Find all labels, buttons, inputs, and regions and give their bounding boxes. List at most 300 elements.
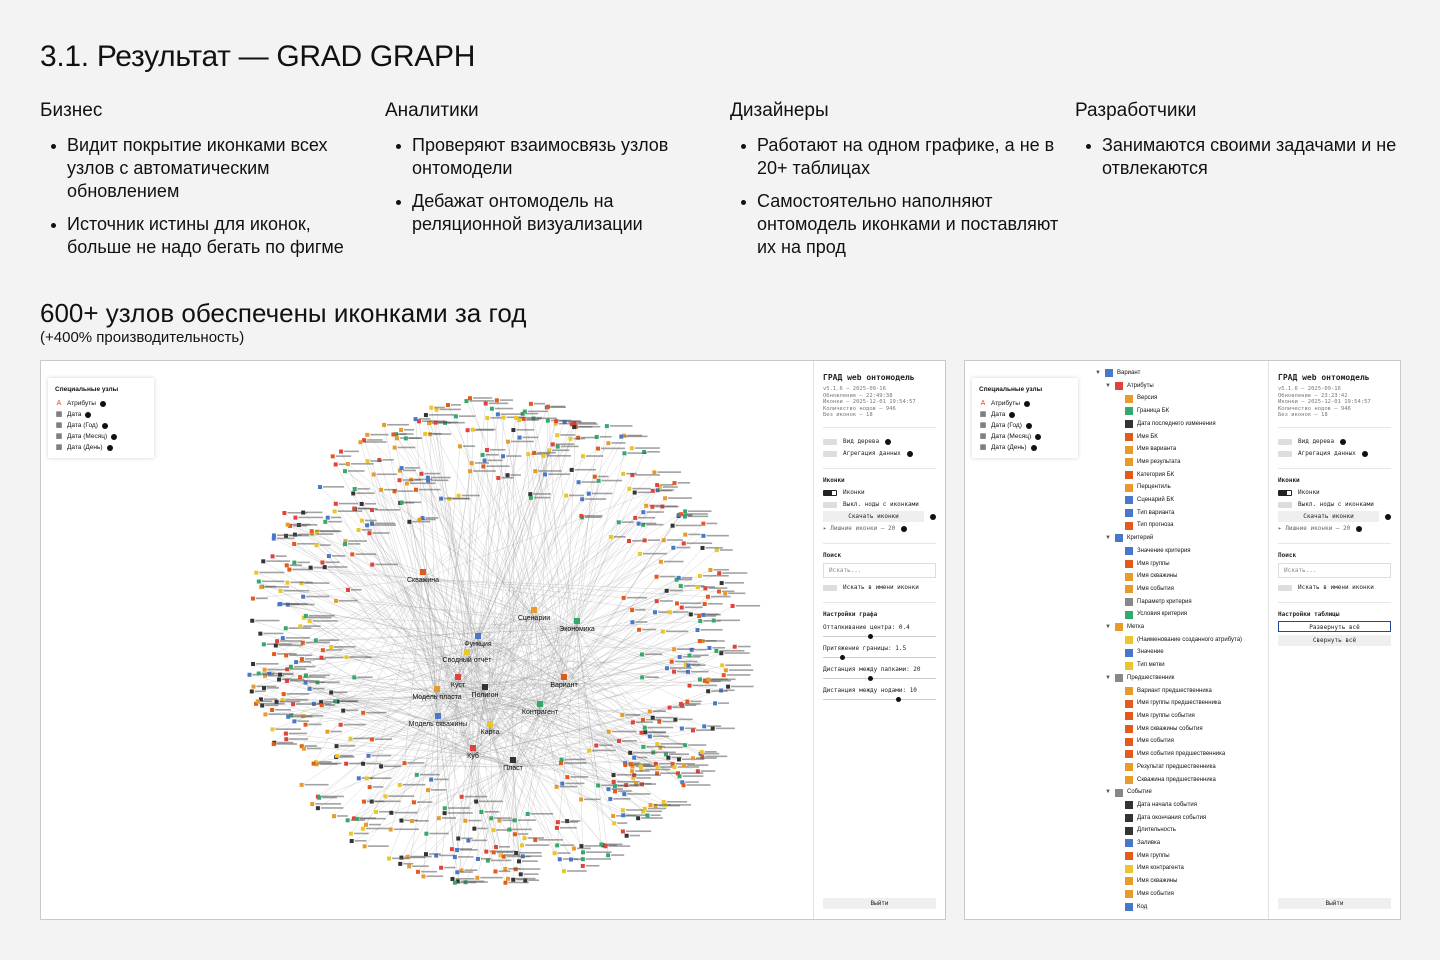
graph-node[interactable] [691, 728, 695, 732]
graph-node[interactable] [641, 745, 645, 749]
help-icon[interactable] [1385, 514, 1391, 520]
graph-node[interactable] [649, 803, 653, 807]
graph-node[interactable] [643, 538, 647, 542]
graph-node[interactable] [466, 428, 470, 432]
graph-node[interactable] [656, 765, 660, 769]
graph-node[interactable] [278, 673, 282, 677]
graph-node[interactable] [415, 773, 419, 777]
graph-node[interactable] [352, 507, 356, 511]
graph-node[interactable] [689, 612, 693, 616]
tree-item[interactable] [1095, 786, 1242, 799]
graph-node[interactable] [399, 428, 403, 432]
hub-node[interactable] [561, 674, 567, 680]
hub-node[interactable] [464, 649, 470, 655]
graph-node[interactable] [617, 739, 621, 743]
graph-node[interactable] [334, 462, 338, 466]
graph-node[interactable] [606, 441, 610, 445]
tree-item[interactable] [1095, 570, 1242, 583]
graph-node[interactable] [470, 461, 474, 465]
graph-node[interactable] [562, 869, 566, 873]
graph-node[interactable] [514, 851, 518, 855]
search-icon-name-toggle[interactable] [823, 585, 837, 591]
graph-node[interactable] [698, 677, 702, 681]
graph-node[interactable] [387, 857, 391, 861]
graph-node[interactable] [641, 510, 645, 514]
graph-node[interactable] [706, 595, 710, 599]
hub-node[interactable] [510, 757, 516, 763]
graph-node[interactable] [625, 834, 629, 838]
graph-node[interactable] [513, 832, 517, 836]
graph-node[interactable] [707, 646, 711, 650]
help-icon[interactable] [100, 401, 106, 407]
graph-node[interactable] [565, 775, 569, 779]
graph-node[interactable] [572, 425, 576, 429]
graph-node[interactable] [426, 479, 430, 483]
graph-node[interactable] [650, 505, 654, 509]
graph-node[interactable] [596, 447, 600, 451]
graph-node[interactable] [640, 675, 644, 679]
graph-node[interactable] [277, 678, 281, 682]
graph-node[interactable] [579, 844, 583, 848]
help-icon[interactable] [1340, 439, 1346, 445]
graph-node[interactable] [304, 723, 308, 727]
graph-node[interactable] [698, 574, 702, 578]
graph-node[interactable] [458, 444, 462, 448]
graph-node[interactable] [555, 826, 559, 830]
help-icon[interactable] [907, 451, 913, 457]
graph-node[interactable] [506, 473, 510, 477]
help-icon[interactable] [1026, 423, 1032, 429]
graph-node[interactable] [321, 648, 325, 652]
graph-node[interactable] [278, 589, 282, 593]
graph-node[interactable] [466, 839, 470, 843]
graph-node[interactable] [702, 724, 706, 728]
graph-node[interactable] [609, 535, 613, 539]
graph-node[interactable] [263, 668, 267, 672]
graph-node[interactable] [414, 488, 418, 492]
slider-handle[interactable] [840, 655, 845, 660]
graph-node[interactable] [368, 531, 372, 535]
graph-node[interactable] [506, 440, 510, 444]
graph-node[interactable] [361, 827, 365, 831]
graph-node[interactable] [475, 876, 479, 880]
graph-node[interactable] [416, 870, 420, 874]
graph-node[interactable] [687, 663, 691, 667]
graph-node[interactable] [630, 769, 634, 773]
graph-node[interactable] [620, 713, 624, 717]
graph-node[interactable] [412, 800, 416, 804]
graph-node[interactable] [281, 636, 285, 640]
graph-node[interactable] [596, 783, 600, 787]
graph-node[interactable] [327, 554, 331, 558]
graph-node[interactable] [341, 709, 345, 713]
graph-node[interactable] [286, 715, 290, 719]
help-icon[interactable] [1362, 451, 1368, 457]
graph-node[interactable] [698, 619, 702, 623]
graph-node[interactable] [604, 844, 608, 848]
graph-node[interactable] [361, 711, 365, 715]
tree-item[interactable] [1095, 646, 1242, 659]
graph-node[interactable] [522, 836, 526, 840]
tree-item[interactable] [1095, 710, 1242, 723]
graph-node[interactable] [668, 706, 672, 710]
graph-node[interactable] [593, 475, 597, 479]
graph-node[interactable] [503, 867, 507, 871]
tree-item[interactable] [1095, 532, 1242, 545]
graph-node[interactable] [683, 743, 687, 747]
graph-node[interactable] [621, 472, 625, 476]
graph-node[interactable] [343, 542, 347, 546]
graph-node[interactable] [443, 811, 447, 815]
graph-node[interactable] [668, 610, 672, 614]
tree-item[interactable] [1095, 735, 1242, 748]
graph-node[interactable] [316, 806, 320, 810]
toggle-switch[interactable] [1278, 490, 1292, 496]
graph-node[interactable] [479, 810, 483, 814]
tree-item[interactable] [1095, 697, 1242, 710]
graph-node[interactable] [351, 491, 355, 495]
graph-node[interactable] [270, 708, 274, 712]
graph-node[interactable] [272, 652, 276, 656]
graph-node[interactable] [398, 862, 402, 866]
graph-node[interactable] [332, 814, 336, 818]
graph-node[interactable] [679, 702, 683, 706]
graph-node[interactable] [271, 554, 275, 558]
graph-node[interactable] [648, 734, 652, 738]
graph-node[interactable] [370, 737, 374, 741]
graph-node[interactable] [254, 571, 258, 575]
graph-node[interactable] [349, 832, 353, 836]
graph-node[interactable] [472, 827, 476, 831]
graph-node[interactable] [637, 522, 641, 526]
graph-node[interactable] [357, 528, 361, 532]
graph-node[interactable] [455, 848, 459, 852]
graph-node[interactable] [696, 628, 700, 632]
graph-node[interactable] [605, 424, 609, 428]
graph-node[interactable] [429, 406, 433, 410]
graph-node[interactable] [518, 436, 522, 440]
toggle-switch[interactable] [1278, 502, 1292, 508]
graph-node[interactable] [468, 469, 472, 473]
graph-node[interactable] [653, 610, 657, 614]
tree-item[interactable] [1095, 685, 1242, 698]
graph-node[interactable] [421, 874, 425, 878]
graph-node[interactable] [391, 432, 395, 436]
graph-node[interactable] [628, 751, 632, 755]
graph-node[interactable] [289, 665, 293, 669]
tree-item[interactable] [1095, 723, 1242, 736]
graph-node[interactable] [671, 546, 675, 550]
graph-node[interactable] [484, 402, 488, 406]
graph-node[interactable] [611, 814, 615, 818]
graph-node[interactable] [329, 691, 333, 695]
graph-node[interactable] [424, 832, 428, 836]
graph-node[interactable] [331, 454, 335, 458]
tree-item[interactable] [1095, 837, 1242, 850]
graph-node[interactable] [302, 747, 306, 751]
help-icon[interactable] [1356, 526, 1362, 532]
hub-node[interactable] [455, 674, 461, 680]
graph-node[interactable] [529, 402, 533, 406]
help-icon[interactable] [85, 412, 91, 418]
graph-node[interactable] [344, 655, 348, 659]
graph-node[interactable] [560, 782, 564, 786]
graph-node[interactable] [494, 845, 498, 849]
graph-node[interactable] [424, 413, 428, 417]
graph-node[interactable] [301, 511, 305, 515]
tree-item[interactable] [1095, 583, 1242, 596]
toggle-switch[interactable] [823, 502, 837, 508]
graph-node[interactable] [672, 481, 676, 485]
graph-node[interactable] [533, 469, 537, 473]
tree-item[interactable] [1095, 634, 1242, 647]
graph-node[interactable] [698, 639, 702, 643]
graph-node[interactable] [679, 584, 683, 588]
graph-node[interactable] [631, 720, 635, 724]
graph-node[interactable] [304, 614, 308, 618]
graph-node[interactable] [652, 470, 656, 474]
graph-node[interactable] [581, 857, 585, 861]
graph-node[interactable] [446, 403, 450, 407]
download-icons-button[interactable]: Скачать иконки [1278, 511, 1379, 522]
graph-node[interactable] [612, 821, 616, 825]
graph-node[interactable] [662, 538, 666, 542]
graph-node[interactable] [517, 859, 521, 863]
graph-node[interactable] [528, 492, 532, 496]
graph-node[interactable] [335, 744, 339, 748]
hub-node[interactable] [435, 713, 441, 719]
help-icon[interactable] [1009, 412, 1015, 418]
graph-node[interactable] [256, 699, 260, 703]
tree-item[interactable] [1095, 608, 1242, 621]
graph-node[interactable] [468, 396, 472, 400]
graph-node[interactable] [688, 684, 692, 688]
graph-node[interactable] [663, 496, 667, 500]
graph-node[interactable] [594, 743, 598, 747]
graph-node[interactable] [519, 872, 523, 876]
help-icon[interactable] [1031, 445, 1037, 451]
search-input[interactable]: Искать... [823, 563, 936, 578]
graph-node[interactable] [680, 606, 684, 610]
graph-node[interactable] [360, 502, 364, 506]
graph-node[interactable] [523, 410, 527, 414]
graph-node[interactable] [284, 737, 288, 741]
graph-node[interactable] [551, 442, 555, 446]
tree-item[interactable] [1095, 545, 1242, 558]
graph-node[interactable] [606, 853, 610, 857]
graph-node[interactable] [701, 522, 705, 526]
help-icon[interactable] [1024, 401, 1030, 407]
graph-node[interactable] [529, 496, 533, 500]
graph-node[interactable] [443, 806, 447, 810]
collapse-all-button[interactable]: Свернуть всё [1278, 635, 1391, 646]
slider-handle[interactable] [868, 634, 873, 639]
graph-node[interactable] [637, 628, 641, 632]
tree-item[interactable] [1095, 558, 1242, 571]
graph-node[interactable] [679, 512, 683, 516]
graph-node[interactable] [292, 561, 296, 565]
graph-node[interactable] [599, 842, 603, 846]
graph-node[interactable] [556, 820, 560, 824]
graph-node[interactable] [346, 462, 350, 466]
help-icon[interactable] [107, 445, 113, 451]
graph-node[interactable] [641, 718, 645, 722]
graph-node[interactable] [622, 596, 626, 600]
graph-node[interactable] [301, 595, 305, 599]
graph-node[interactable] [655, 599, 659, 603]
graph-node[interactable] [623, 763, 627, 767]
graph-node[interactable] [629, 762, 633, 766]
tree-item[interactable] [1095, 380, 1242, 393]
caret-down-icon[interactable]: ▼ [1105, 674, 1111, 681]
hub-node[interactable] [537, 701, 543, 707]
extra-icons-toggle[interactable]: ▸ Лишние иконки — 20 [1278, 525, 1351, 532]
graph-node[interactable] [613, 789, 617, 793]
graph-node[interactable] [456, 837, 460, 841]
graph-node[interactable] [682, 783, 686, 787]
graph-node[interactable] [257, 672, 261, 676]
graph-node[interactable] [617, 520, 621, 524]
tree-item[interactable] [1095, 888, 1242, 901]
graph-node[interactable] [284, 653, 288, 657]
graph-node[interactable] [726, 685, 730, 689]
graph-node[interactable] [731, 604, 735, 608]
graph-node[interactable] [733, 645, 737, 649]
graph-node[interactable] [682, 763, 686, 767]
graph-node[interactable] [329, 645, 333, 649]
slider-track[interactable] [823, 657, 936, 658]
tree-item[interactable] [1095, 481, 1242, 494]
graph-node[interactable] [587, 492, 591, 496]
graph-node[interactable] [526, 812, 530, 816]
graph-node[interactable] [581, 864, 585, 868]
graph-node[interactable] [308, 619, 312, 623]
help-icon[interactable] [930, 514, 936, 520]
tree-item[interactable] [1095, 519, 1242, 532]
graph-node[interactable] [352, 675, 356, 679]
hub-node[interactable] [531, 607, 537, 613]
graph-node[interactable] [541, 454, 545, 458]
graph-node[interactable] [414, 417, 418, 421]
caret-down-icon[interactable]: ▼ [1105, 624, 1111, 631]
graph-node[interactable] [572, 847, 576, 851]
graph-node[interactable] [714, 649, 718, 653]
graph-node[interactable] [677, 576, 681, 580]
graph-node[interactable] [639, 764, 643, 768]
graph-node[interactable] [437, 816, 441, 820]
graph-node[interactable] [335, 754, 339, 758]
slider-track[interactable] [823, 636, 936, 637]
graph-node[interactable] [640, 652, 644, 656]
graph-node[interactable] [648, 709, 652, 713]
graph-node[interactable] [682, 541, 686, 545]
graph-node[interactable] [638, 552, 642, 556]
graph-node[interactable] [270, 727, 274, 731]
graph-node[interactable] [366, 754, 370, 758]
graph-node[interactable] [495, 398, 499, 402]
graph-node[interactable] [654, 762, 658, 766]
graph-node[interactable] [621, 829, 625, 833]
graph-node[interactable] [720, 663, 724, 667]
graph-node[interactable] [363, 844, 367, 848]
graph-node[interactable] [577, 480, 581, 484]
toggle-switch[interactable] [823, 490, 837, 496]
graph-node[interactable] [366, 459, 370, 463]
tree-item[interactable] [1095, 507, 1242, 520]
graph-node[interactable] [627, 487, 631, 491]
graph-node[interactable] [350, 839, 354, 843]
graph-node[interactable] [655, 483, 659, 487]
hub-node[interactable] [475, 633, 481, 639]
graph-node[interactable] [670, 660, 674, 664]
tree-item[interactable] [1095, 443, 1242, 456]
caret-down-icon[interactable]: ▼ [1105, 535, 1111, 542]
graph-node[interactable] [520, 843, 524, 847]
graph-node[interactable] [712, 619, 716, 623]
graph-node[interactable] [310, 529, 314, 533]
graph-node[interactable] [326, 516, 330, 520]
graph-node[interactable] [543, 472, 547, 476]
graph-node[interactable] [402, 761, 406, 765]
graph-node[interactable] [355, 817, 359, 821]
caret-down-icon[interactable]: ▼ [1095, 370, 1101, 376]
graph-node[interactable] [481, 453, 485, 457]
graph-node[interactable] [353, 487, 357, 491]
graph-node[interactable] [291, 702, 295, 706]
graph-node[interactable] [713, 701, 717, 705]
graph-node[interactable] [526, 452, 530, 456]
tree-item[interactable] [1095, 824, 1242, 837]
graph-node[interactable] [511, 428, 515, 432]
graph-node[interactable] [581, 850, 585, 854]
help-icon[interactable] [111, 434, 117, 440]
graph-node[interactable] [630, 446, 634, 450]
graph-node[interactable] [666, 756, 670, 760]
graph-node[interactable] [701, 534, 705, 538]
graph-node[interactable] [622, 451, 626, 455]
logout-button[interactable]: Выйти [823, 898, 936, 909]
graph-node[interactable] [398, 783, 402, 787]
graph-node[interactable] [496, 476, 500, 480]
graph-node[interactable] [608, 797, 612, 801]
tree-item[interactable] [1095, 659, 1242, 672]
graph-node[interactable] [368, 785, 372, 789]
graph-node[interactable] [259, 585, 263, 589]
caret-down-icon[interactable]: ▼ [1105, 789, 1111, 796]
tree-item[interactable] [1095, 469, 1242, 482]
toggle-switch[interactable] [1278, 439, 1292, 445]
graph-node[interactable] [450, 847, 454, 851]
graph-node[interactable] [720, 581, 724, 585]
graph-node[interactable] [691, 756, 695, 760]
graph-node[interactable] [580, 497, 584, 501]
graph-node[interactable] [339, 723, 343, 727]
graph-node[interactable] [677, 757, 681, 761]
tree-item[interactable] [1095, 875, 1242, 888]
graph-node[interactable] [612, 773, 616, 777]
graph-node[interactable] [364, 823, 368, 827]
graph-node[interactable] [350, 552, 354, 556]
graph-node[interactable] [706, 689, 710, 693]
graph-node[interactable] [501, 454, 505, 458]
tree-item[interactable] [1095, 901, 1242, 914]
graph-node[interactable] [439, 866, 443, 870]
graph-node[interactable] [257, 580, 261, 584]
graph-node[interactable] [672, 647, 676, 651]
graph-node[interactable] [514, 416, 518, 420]
tree-item[interactable] [1095, 812, 1242, 825]
slider-handle[interactable] [896, 697, 901, 702]
